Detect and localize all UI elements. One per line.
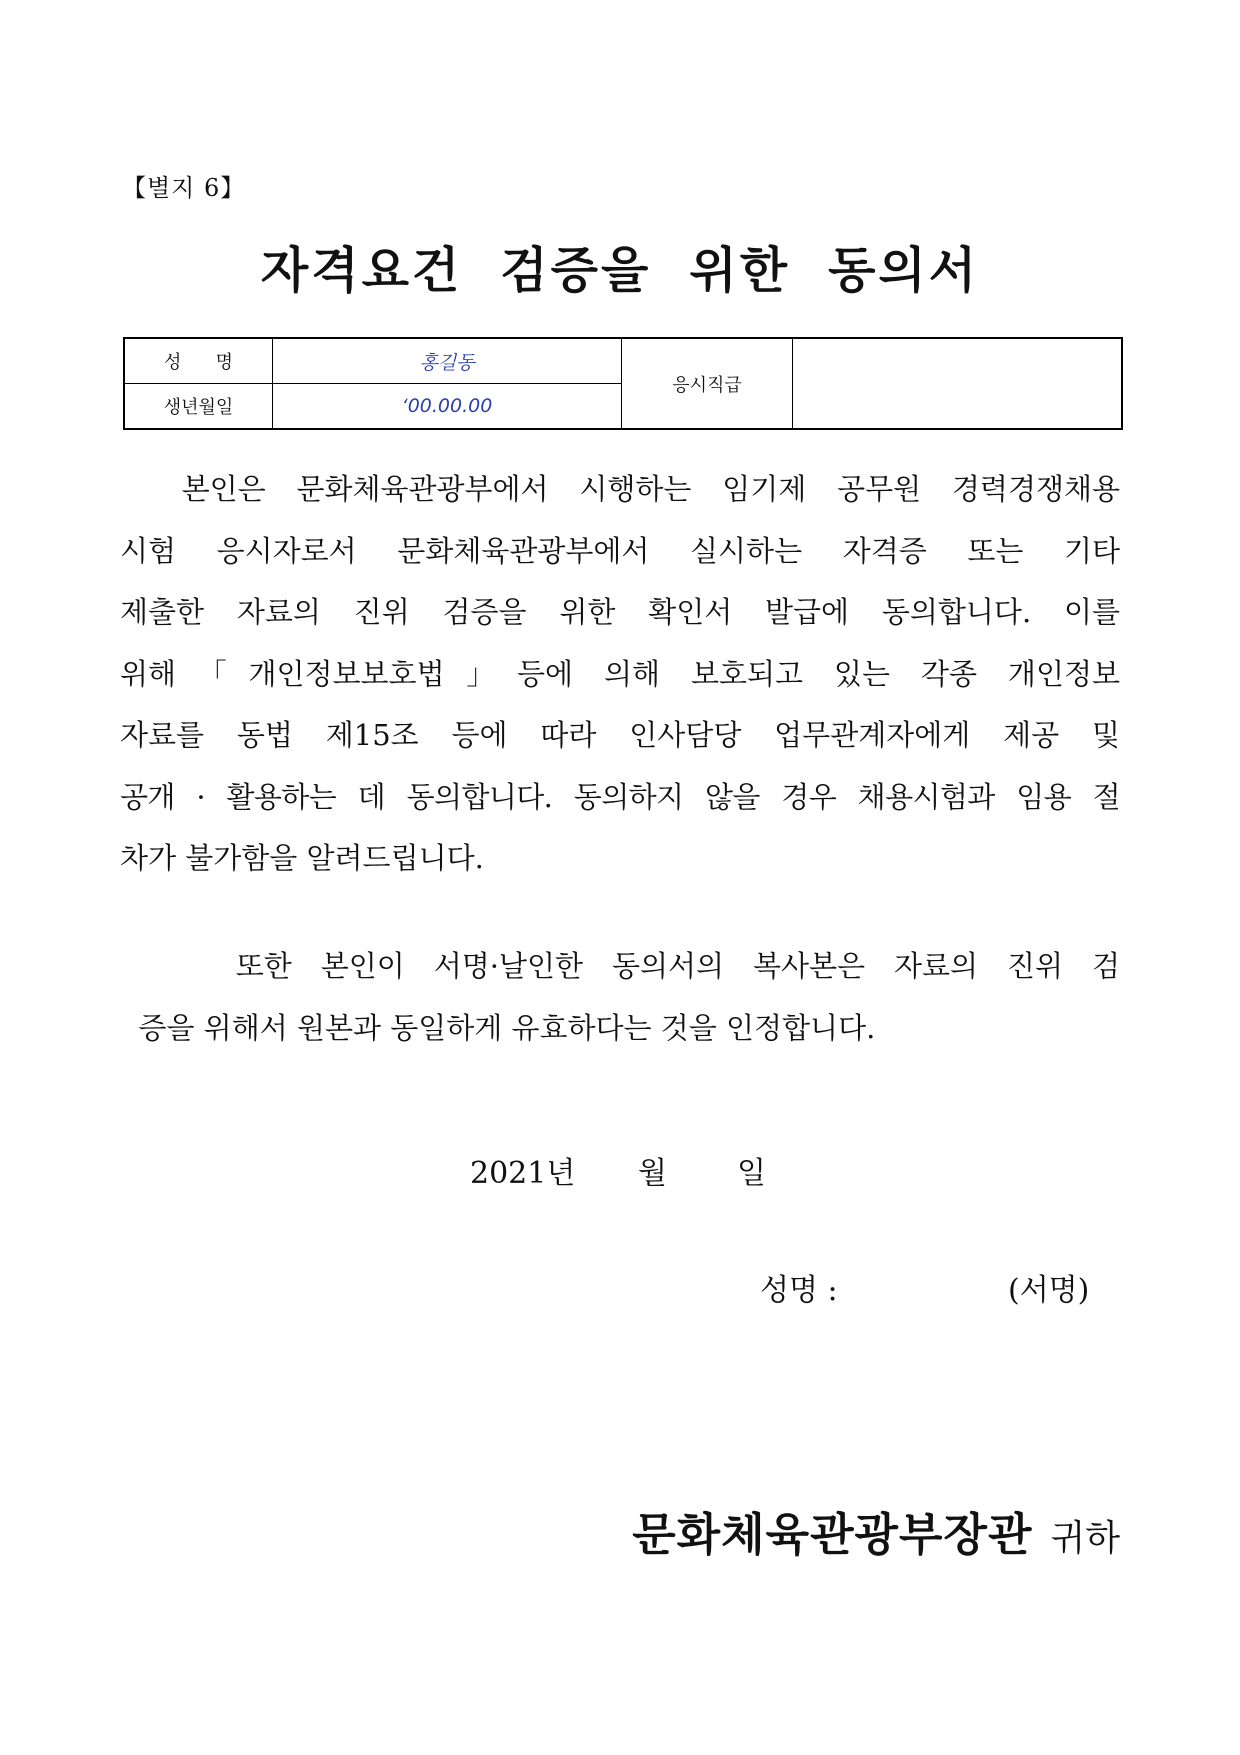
date-month: 월 xyxy=(638,1156,667,1191)
birth-date-value: ‘00.00.00 xyxy=(401,395,493,417)
birth-date-label: 생년월일 xyxy=(124,384,273,430)
paragraph-line: 시험 응시자로서 문화체육관광부에서 실시하는 자격증 또는 기타 xyxy=(120,533,1120,568)
signature-name-label: 성명 : xyxy=(760,1273,838,1308)
attachment-label: 【별지 6】 xyxy=(122,174,246,202)
consent-paragraph xyxy=(120,459,1120,890)
position-label: 응시직급 xyxy=(622,338,793,429)
paragraph-line: 위해「개인정보보호법」등에 의해 보호되고 있는 각종 개인정보 xyxy=(120,656,1120,691)
name-label: 성 명 xyxy=(124,338,273,384)
position-field[interactable] xyxy=(793,338,1123,429)
recipient-name: 문화체육관광부장관 xyxy=(632,1508,1033,1561)
recipient-honorific: 귀하 xyxy=(1050,1518,1120,1559)
recipient-line xyxy=(632,1498,1120,1563)
date-year: 2021년 xyxy=(470,1156,576,1191)
paragraph-line: 공개 · 활용하는 데 동의합니다. 동의하지 않을 경우 채용시험과 임용 절 xyxy=(120,779,1120,814)
date-day: 일 xyxy=(737,1156,766,1191)
signature-placeholder[interactable]: (서명) xyxy=(1008,1273,1090,1308)
paragraph-line: 본인은 문화체육관광부에서 시행하는 임기제 공무원 경력경쟁채용 xyxy=(120,472,1120,506)
name-value: 홍길동 xyxy=(419,351,475,374)
name-field[interactable] xyxy=(273,338,622,384)
paragraph-line: 제출한 자료의 진위 검증을 위한 확인서 발급에 동의합니다. 이를 xyxy=(120,595,1120,629)
paragraph-line: 차가 불가함을 알려드립니다. xyxy=(120,841,484,875)
birth-date-field[interactable] xyxy=(273,384,622,430)
applicant-info-table xyxy=(123,337,1123,430)
document-title: 자격요건 검증을 위한 동의서 xyxy=(260,242,980,299)
paragraph-line: 증을 위해서 원본과 동일하게 유효하다는 것을 인정합니다. xyxy=(120,1010,876,1045)
paragraph-line: 또한 본인이 서명·날인한 동의서의 복사본은 자료의 진위 검 xyxy=(120,949,1120,983)
copy-validity-paragraph xyxy=(120,936,1120,1059)
table-row xyxy=(124,338,1122,384)
paragraph-line: 자료를 동법 제15조 등에 따라 인사담당 업무관계자에게 제공 및 xyxy=(120,718,1120,752)
